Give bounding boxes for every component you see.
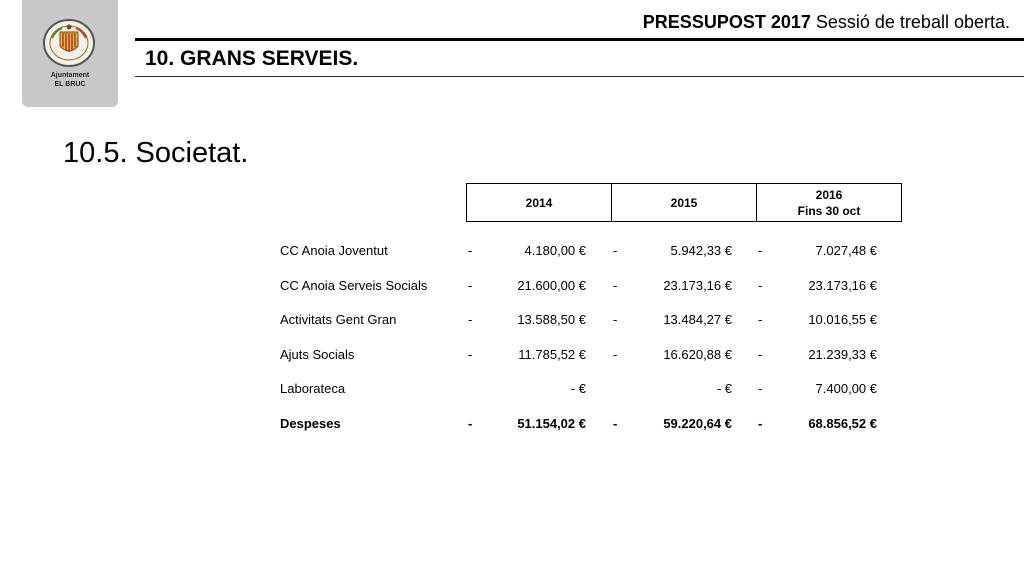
row-label: CC Anoia Joventut [280,243,388,258]
table-row [0,243,1024,261]
year-label: 2016 [815,187,843,202]
value-2014: - € [570,381,586,396]
value-2016: 7.400,00 € [815,381,877,396]
session-subtitle: Sessió de treball oberta. [810,12,1010,32]
row-label: CC Anoia Serveis Socials [280,278,428,293]
value-sign: - [758,381,763,396]
value-sign: - [468,312,473,327]
row-label: Despeses [280,416,341,431]
value-2014: 4.180,00 € [524,243,586,258]
year-column-2014 [467,184,611,221]
value-sign: - [613,312,618,327]
table-row [0,347,1024,365]
value-sign: - [613,243,618,258]
row-label: Activitats Gent Gran [280,312,397,327]
value-2015: - € [716,381,732,396]
value-2014: 11.785,52 € [518,347,586,362]
value-2016: 10.016,55 € [808,312,877,327]
value-2016: 23.173,16 € [808,278,877,293]
value-sign: - [468,278,473,293]
municipal-logo [22,0,118,107]
value-2015: 5.942,33 € [670,243,732,258]
value-sign: - [613,347,618,362]
value-2014: 51.154,02 € [517,416,586,431]
value-sign: - [468,243,473,258]
logo-line-2: EL BRUC [54,81,86,88]
year-note: Fins 30 oct [797,203,861,218]
value-sign: - [758,416,763,431]
value-2015: 16.620,88 € [663,347,732,362]
value-sign: - [758,278,763,293]
row-label: Ajuts Socials [280,347,355,362]
value-sign: - [468,416,473,431]
year-column-2016 [756,184,901,221]
coat-of-arms-icon [42,18,96,68]
year-header-table [466,183,902,222]
value-2016: 7.027,48 € [815,243,877,258]
value-sign: - [613,278,618,293]
logo-line-1: Ajuntament [50,72,90,79]
table-row [0,278,1024,296]
presentation-header [580,12,1010,33]
value-2015: 23.173,16 € [663,278,732,293]
value-2016: 68.856,52 € [808,416,877,431]
value-sign: - [758,347,763,362]
section-title: 10. GRANS SERVEIS. [145,47,359,70]
header-divider-thin [135,76,1024,77]
year-label: 2015 [670,195,698,210]
value-sign: - [613,416,618,431]
year-column-2015 [611,184,756,221]
value-2015: 59.220,64 € [663,416,732,431]
value-2015: 13.484,27 € [663,312,732,327]
table-row [0,381,1024,399]
value-2014: 13.588,50 € [517,312,586,327]
value-2014: 21.600,00 € [517,278,586,293]
value-2016: 21.239,33 € [808,347,877,362]
budget-title: PRESSUPOST 2017 [642,12,811,32]
year-label: 2014 [525,195,553,210]
value-sign: - [758,243,763,258]
header-divider-thick [135,38,1024,41]
row-label: Laborateca [280,381,346,396]
value-sign: - [758,312,763,327]
value-sign: - [468,347,473,362]
table-total-row [0,416,1024,434]
table-row [0,312,1024,330]
page-title: 10.5. Societat. [63,137,249,169]
